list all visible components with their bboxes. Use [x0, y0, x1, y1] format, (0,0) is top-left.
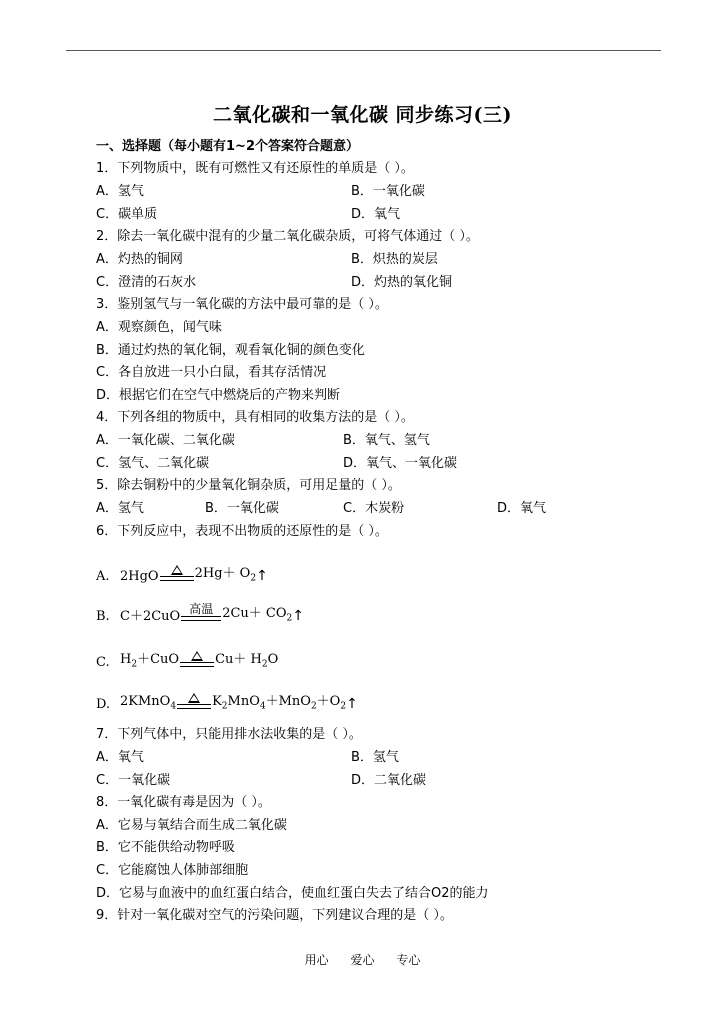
question-3-option-c: C．各自放进一只小白鼠，看其存活情况	[96, 365, 327, 380]
header-rule	[66, 50, 661, 51]
question-5-stem: 5．除去铜粉中的少量氧化铜杂质，可用足量的（ ）。	[96, 478, 401, 493]
question-1-option-c: C．碳单质	[96, 207, 158, 222]
question-7-option-d: D．二氧化碳	[351, 773, 427, 788]
question-2-option-c: C．澄清的石灰水	[96, 275, 197, 290]
page-footer	[0, 951, 725, 968]
equation-d-label: D.	[96, 697, 111, 712]
heat-condition-icon	[160, 565, 194, 581]
question-3-option-d: D．根据它们在空气中燃烧后的产物来判断	[96, 388, 341, 403]
question-5-option-b: B．一氧化碳	[205, 501, 279, 516]
question-5-option-a: A．氢气	[96, 501, 144, 516]
question-7-option-a: A．氧气	[96, 750, 144, 765]
question-7-option-b: B．氢气	[351, 750, 399, 765]
high-temperature-condition	[181, 603, 221, 621]
question-8-option-b: B．它不能供给动物呼吸	[96, 840, 235, 855]
question-8-option-d: D．它易与血液中的血红蛋白结合，使血红蛋白失去了结合O2的能力	[96, 886, 489, 901]
heat-condition-icon	[177, 693, 211, 709]
high-temperature-label: 高温	[189, 602, 214, 616]
question-9-stem: 9．针对一氧化碳对空气的污染问题，下列建议合理的是（ ）。	[96, 908, 453, 923]
page-title: 二氧化碳和一氧化碳 同步练习(三)	[212, 104, 513, 126]
section-heading: 一、选择题（每小题有1~2个答案符合题意）	[96, 139, 359, 154]
question-4-stem: 4．下列各组的物质中，具有相同的收集方法的是（ ）。	[96, 410, 414, 425]
footer-word-2: 爱心	[350, 953, 375, 967]
question-1-stem: 1．下列物质中，既有可燃性又有还原性的单质是（ ）。	[96, 161, 414, 176]
question-7-stem: 7．下列气体中，只能用排水法收集的是（ ）。	[96, 727, 362, 742]
question-8-option-a: A．它易与氧结合而生成二氧化碳	[96, 818, 287, 833]
question-8-option-c: C．它能腐蚀人体肺部细胞	[96, 863, 249, 878]
question-5-option-d: D．氧气	[497, 501, 547, 516]
footer-word-1: 用心	[304, 953, 329, 967]
question-4-option-b: B．氧气、氢气	[343, 433, 430, 448]
question-1-option-b: B．一氧化碳	[351, 184, 425, 199]
question-4-option-c: C．氢气、二氧化碳	[96, 456, 210, 471]
question-4-option-a: A．一氧化碳、二氧化碳	[96, 433, 235, 448]
question-6-stem: 6．下列反应中，表现不出物质的还原性的是（ ）。	[96, 524, 388, 539]
question-2-option-a: A．灼热的铜网	[96, 252, 183, 267]
equation-a: A. 2HgO $2Hg+ O_2$ ↑	[96, 566, 268, 584]
heat-condition-icon	[180, 651, 214, 667]
question-2-stem: 2．除去一氧化碳中混有的少量二氧化碳杂质，可将气体通过（ ）。	[96, 229, 479, 244]
equation-b: B. C＋2CuO 高温 $2Cu+ CO_2$ ↑	[96, 602, 304, 624]
equation-c-label: C.	[96, 655, 110, 670]
question-1-option-a: A．氢气	[96, 184, 144, 199]
question-3-stem: 3．鉴别氢气与一氧化碳的方法中最可靠的是（ ）。	[96, 297, 388, 312]
equation-b-label: B.	[96, 609, 110, 624]
question-2-option-d: D．灼热的氧化铜	[351, 275, 453, 290]
question-5-option-c: C．木炭粉	[343, 501, 405, 516]
question-2-option-b: B．炽热的炭层	[351, 252, 438, 267]
question-3-option-a: A．观察颜色，闻气味	[96, 320, 222, 335]
equation-d: D. 2KMnO$_4$ $K_2MnO_4+MnO_2+O_2$ ↑	[96, 694, 358, 712]
question-7-option-c: C．一氧化碳	[96, 773, 171, 788]
question-3-option-b: B．通过灼热的氧化铜，观看氧化铜的颜色变化	[96, 343, 365, 358]
question-1-option-d: D．氧气	[351, 207, 401, 222]
question-4-option-d: D．氧气、一氧化碳	[343, 456, 458, 471]
footer-word-3: 专心	[396, 953, 421, 967]
equation-c: C. $H_2+CuO$ $Cu+ H_2O$	[96, 652, 279, 670]
equation-a-label: A.	[96, 569, 110, 584]
question-8-stem: 8．一氧化碳有毒是因为（ ）。	[96, 795, 271, 810]
